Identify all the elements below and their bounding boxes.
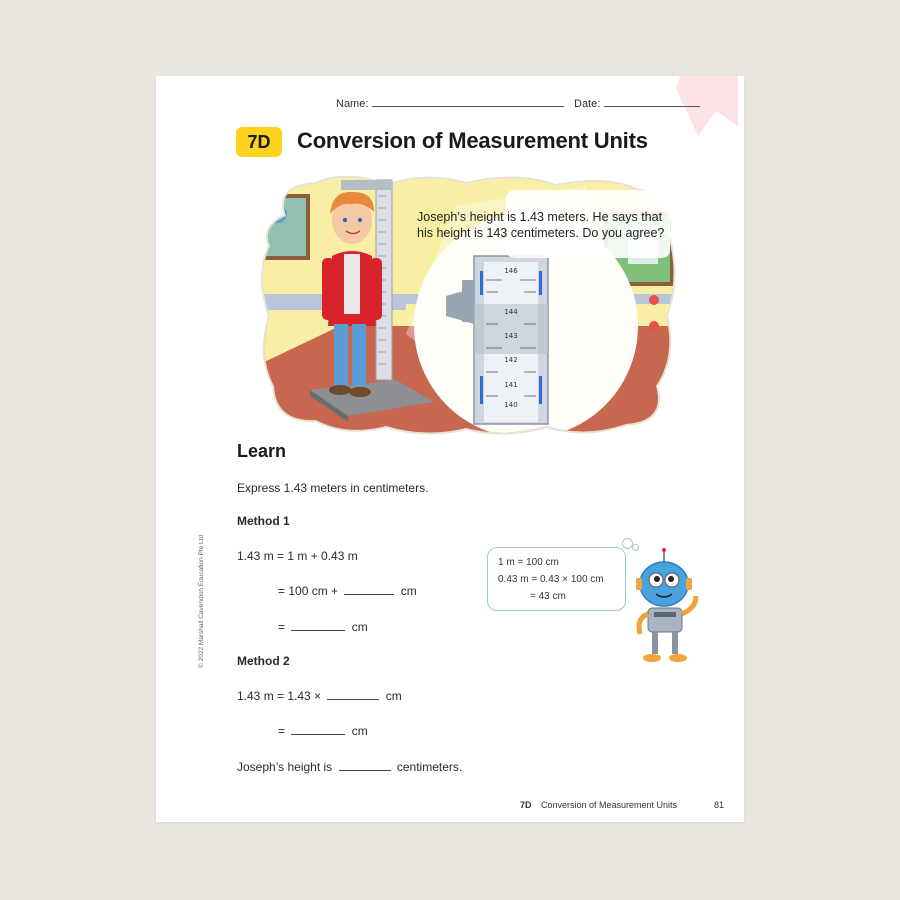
thought-line3: = 43 cm <box>530 591 566 602</box>
method2-line1-prefix: 1.43 m = 1.43 × <box>237 689 322 703</box>
method2-label: Method 2 <box>237 654 290 668</box>
date-label: Date: <box>574 98 601 110</box>
answer-blank[interactable] <box>291 724 345 735</box>
conclusion-prefix: Joseph’s height is <box>237 760 333 774</box>
tick-label: 144 <box>504 308 518 316</box>
copyright-notice: © 2022 Marshall Cavendish Education Pte Ltd <box>198 534 205 668</box>
lesson-badge: 7D <box>236 127 282 157</box>
learn-prompt: Express 1.43 meters in centimeters. <box>237 481 429 495</box>
thought-line1: 1 m = 100 cm <box>498 557 559 568</box>
learn-heading: Learn <box>237 441 287 461</box>
answer-blank[interactable] <box>339 760 391 771</box>
tick-label: 141 <box>504 381 518 389</box>
date-field <box>574 96 700 110</box>
speech-bubble-text: Joseph’s height is 1.43 meters. He says that his height is 143 centimeters. Do you agree? <box>417 210 665 240</box>
thought-bubble <box>487 547 626 611</box>
tick-label: 146 <box>504 267 518 275</box>
unit-cm: cm <box>351 620 368 634</box>
method1-line2-prefix: = 100 cm + <box>278 584 339 598</box>
corner-ribbon <box>676 76 738 154</box>
name-line[interactable] <box>372 96 564 107</box>
footer-title: Conversion of Measurement Units <box>541 800 678 810</box>
conclusion-suffix: centimeters. <box>396 760 463 774</box>
answer-blank[interactable] <box>327 689 379 700</box>
conclusion-line <box>237 760 462 774</box>
date-line[interactable] <box>604 96 700 107</box>
unit-cm: cm <box>400 584 417 598</box>
method1-line1: 1.43 m = 1 m + 0.43 m <box>237 549 358 563</box>
method2-line1 <box>237 689 402 703</box>
robot-mascot <box>634 548 704 666</box>
page-title: Conversion of Measurement Units <box>297 128 648 153</box>
footer-code: 7D <box>520 800 532 810</box>
name-field <box>336 96 564 110</box>
method1-label: Method 1 <box>237 514 290 528</box>
answer-blank[interactable] <box>344 584 394 595</box>
method2-line2 <box>278 724 368 738</box>
method1-line2 <box>278 584 417 598</box>
method1-line3 <box>278 620 368 634</box>
tick-label: 143 <box>504 332 518 340</box>
equals-sign: = <box>278 724 286 738</box>
worksheet-page <box>156 76 744 822</box>
unit-cm: cm <box>385 689 402 703</box>
equals-sign: = <box>278 620 286 634</box>
tick-label: 142 <box>504 356 518 364</box>
unit-cm: cm <box>351 724 368 738</box>
tick-label: 140 <box>504 401 518 409</box>
thought-line2: 0.43 m = 0.43 × 100 cm <box>498 574 604 585</box>
answer-blank[interactable] <box>291 620 345 631</box>
name-label: Name: <box>336 98 369 110</box>
page-number: 81 <box>714 800 725 810</box>
